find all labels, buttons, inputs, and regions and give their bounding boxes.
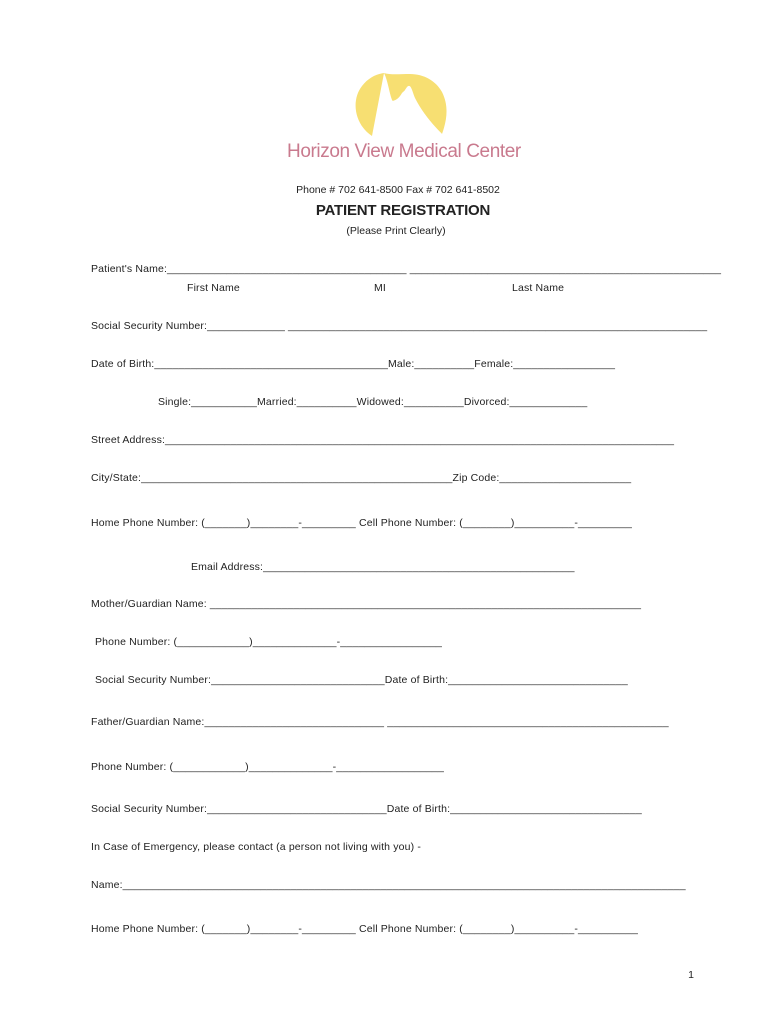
emergency-intro: In Case of Emergency, please contact (a person not living with you) - <box>91 841 421 853</box>
page-title: PATIENT REGISTRATION <box>315 202 491 219</box>
phone-fax-line: Phone # 702 641-8500 Fax # 702 641-8502 <box>296 184 500 196</box>
dob-gender-field[interactable]: Date of Birth:_______________________________________Male:__________Female:_________________ <box>91 358 616 370</box>
mother-guardian-field[interactable]: Mother/Guardian Name: ________________________________________________________________________ <box>91 598 642 610</box>
patient-phones-field[interactable]: Home Phone Number: (_______)________-_________ Cell Phone Number: (________)__________-_________ <box>91 517 632 529</box>
ssn-field[interactable]: Social Security Number:_____________ ______________________________________________________________________ <box>91 320 708 332</box>
father-phone-field[interactable]: Phone Number: (____________)______________-__________________ <box>91 761 445 773</box>
street-address-field[interactable]: Street Address:_____________________________________________________________________________________ <box>91 434 675 446</box>
mother-phone-field[interactable]: Phone Number: (____________)______________-_________________ <box>95 636 443 648</box>
father-guardian-field[interactable]: Father/Guardian Name:______________________________ _______________________________________________ <box>91 716 669 728</box>
center-name: Horizon View Medical Center <box>287 141 521 162</box>
sun-logo-icon <box>350 72 450 147</box>
father-ssn-dob-field[interactable]: Social Security Number:______________________________Date of Birth:________________________________ <box>91 803 642 815</box>
first-name-label: First Name <box>187 282 240 294</box>
emergency-name-field[interactable]: Name:______________________________________________________________________________________________ <box>91 879 686 891</box>
email-field[interactable]: Email Address:____________________________________________________ <box>191 561 575 573</box>
marital-status-field[interactable]: Single:___________Married:__________Widowed:__________Divorced:_____________ <box>158 396 588 408</box>
mother-ssn-dob-field[interactable]: Social Security Number:_____________________________Date of Birth:______________________________ <box>95 674 628 686</box>
page-subtitle: (Please Print Clearly) <box>346 225 446 237</box>
emergency-phones-field[interactable]: Home Phone Number: (_______)________-_________ Cell Phone Number: (________)__________-__________ <box>91 923 638 935</box>
page-number: 1 <box>688 969 694 981</box>
patient-name-field[interactable]: Patient's Name:________________________________________ ____________________________________________________ <box>91 263 722 275</box>
mi-label: MI <box>374 282 386 294</box>
city-zip-field[interactable]: City/State:____________________________________________________Zip Code:______________________ <box>91 472 632 484</box>
last-name-label: Last Name <box>512 282 565 294</box>
